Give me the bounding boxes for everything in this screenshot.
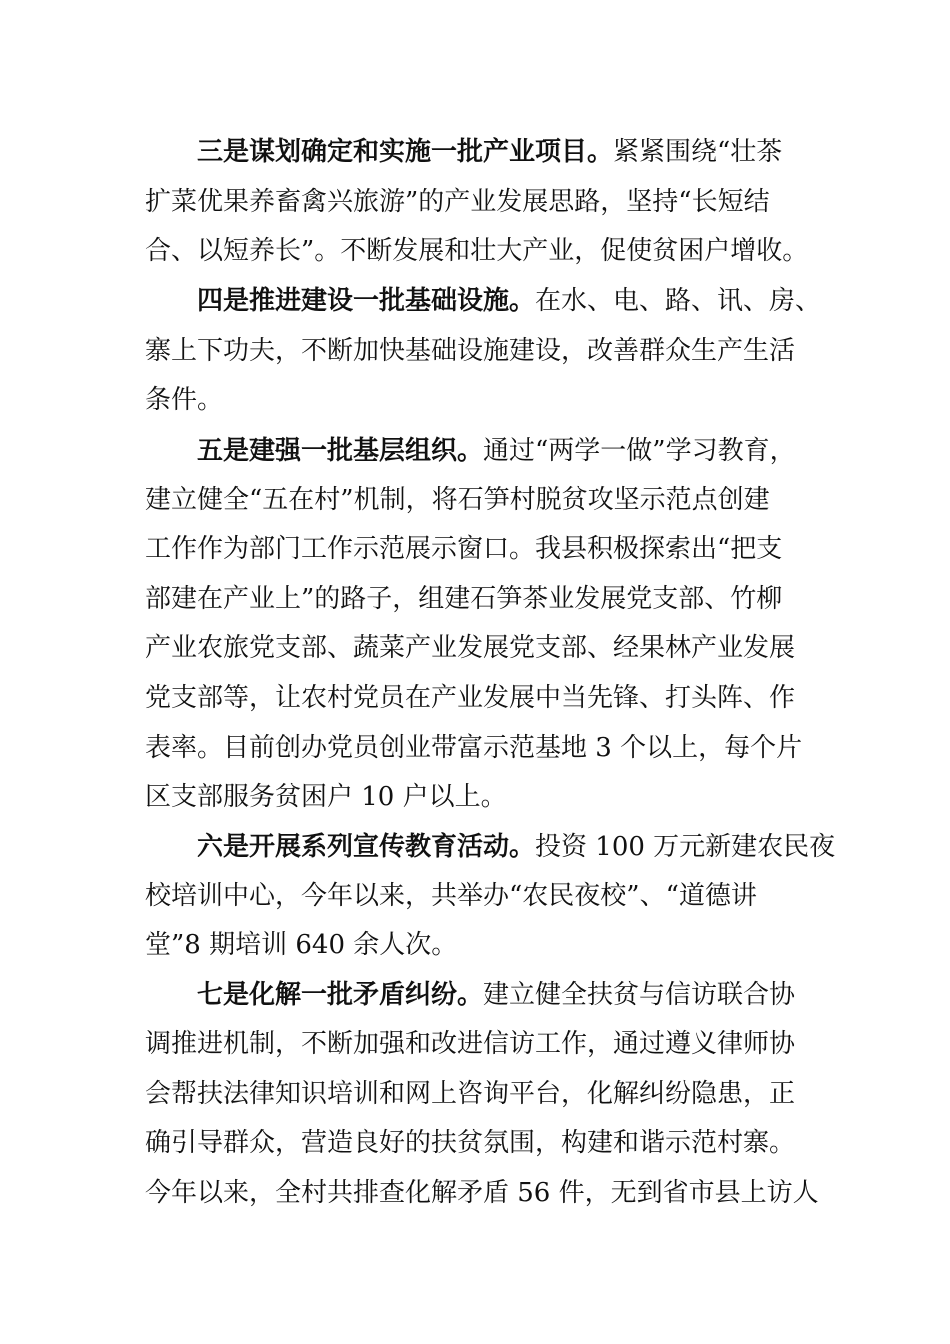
paragraph-5-line-4: 确引导群众，营造良好的扶贫氛围，构建和谐示范村寨。 [145,1128,796,1158]
paragraph-5-line-5: 今年以来，全村共排查化解矛盾 56 件，无到省市县上访人 [145,1178,819,1208]
paragraph-5-line-2: 调推进机制，不断加强和改进信访工作，通过遵义律师协 [145,1029,796,1059]
paragraph-1-text: 紧紧围绕“壮茶 [613,137,783,167]
paragraph-4-line-2: 校培训中心，今年以来，共举办“农民夜校”、“道德讲 [145,881,757,911]
paragraph-2-lead: 四是推进建设一批基础设施。 [197,286,536,316]
paragraph-2-text: 在水、电、路、讯、房、 [535,286,822,316]
paragraph-4-line-1 [197,827,837,867]
paragraph-3-line-3: 工作作为部门工作示范展示窗口。我县积极探索出“把支 [145,534,783,564]
paragraph-5-line-3: 会帮扶法律知识培训和网上咨询平台，化解纠纷隐患，正 [145,1079,796,1109]
paragraph-2-line-3: 条件。 [145,385,224,415]
paragraph-4-line-3: 堂”8 期培训 640 余人次。 [145,930,458,960]
paragraph-1-line-3: 合、以短养长”。不断发展和壮大产业，促使贫困户增收。 [145,236,809,266]
paragraph-1-lead: 三是谋划确定和实施一批产业项目。 [197,137,614,167]
paragraph-3-line-5: 产业农旅党支部、蔬菜产业发展党支部、经果林产业发展 [145,633,796,663]
paragraph-1-line-1 [197,132,837,172]
paragraph-5-text: 建立健全扶贫与信访联合协 [483,980,796,1010]
paragraph-1-line-2: 扩菜优果养畜禽兴旅游”的产业发展思路，坚持“长短结 [145,187,770,217]
paragraph-3-text: 通过“两学一做”学习教育， [483,436,796,466]
paragraph-3-line-1 [197,431,837,471]
paragraph-5-line-1 [197,975,837,1015]
paragraph-5-lead: 七是化解一批矛盾纠纷。 [197,980,484,1010]
paragraph-3-line-7: 表率。目前创办党员创业带富示范基地 3 个以上，每个片 [145,733,803,763]
paragraph-3-lead: 五是建强一批基层组织。 [197,436,484,466]
paragraph-3-line-8: 区支部服务贫困户 10 户以上。 [145,782,507,812]
paragraph-2-line-1 [197,281,837,321]
paragraph-4-text: 投资 100 万元新建农民夜 [535,832,836,862]
paragraph-3-line-6: 党支部等，让农村党员在产业发展中当先锋、打头阵、作 [145,683,796,713]
paragraph-3-line-2: 建立健全“五在村”机制，将石笋村脱贫攻坚示范点创建 [145,485,770,515]
paragraph-4-lead: 六是开展系列宣传教育活动。 [197,832,536,862]
paragraph-2-line-2: 寨上下功夫，不断加快基础设施建设，改善群众生产生活 [145,336,796,366]
paragraph-3-line-4: 部建在产业上”的路子，组建石笋茶业发展党支部、竹柳 [145,584,783,614]
